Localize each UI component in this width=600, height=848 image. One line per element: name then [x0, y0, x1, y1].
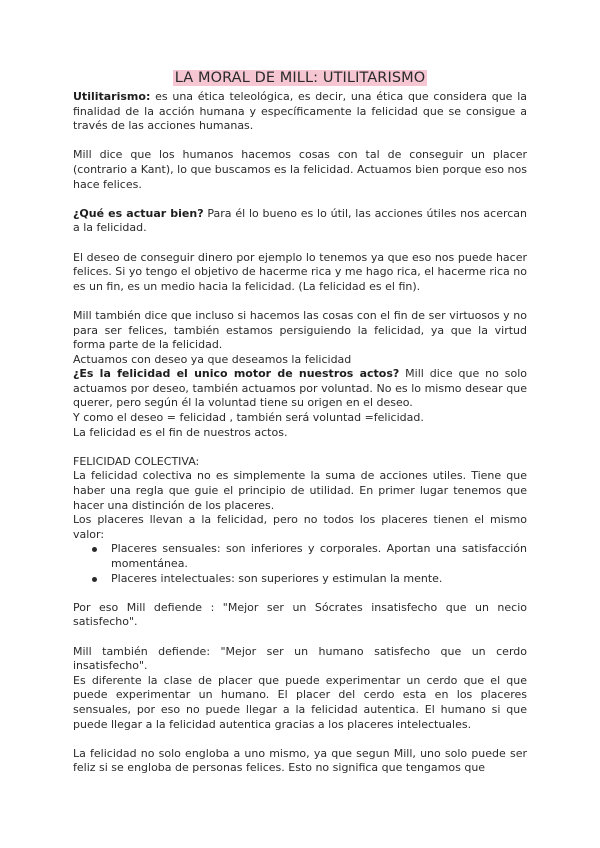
paragraph-clase-placer: Es diferente la clase de placer que puede experimentar un cerdo que el que puede experimentar un humano. El placer del cerdo esta en los placeres sensuales, por eso no puede llegar a la felicidad autentica. El humano si que puede llegar a la felicidad autentica gracias a los placeres intelectuales.	[73, 673, 527, 731]
paragraph-dinero: El deseo de conseguir dinero por ejemplo lo tenemos ya que eso nos puede hacer felices. Si yo tengo el objetivo de hacerme rica y me hago rica, el hacerme rica no es un fin, es un medio hacia la felicidad. (La felicidad es el fin).	[73, 250, 527, 293]
paragraph-virtud: Mill también dice que incluso si hacemos las cosas con el fin de ser virtuosos y no para ser felices, también estamos persiguiendo la felicidad, ya que la virtud forma parte de la felicidad.	[73, 308, 527, 352]
question-label: ¿Qué es actuar bien?	[73, 206, 204, 220]
paragraph-cerdo: Mill también defiende: "Mejor ser un humano satisfecho que un cerdo insatisfecho".	[73, 644, 527, 673]
list-item: Placeres sensuales: son inferiores y corporales. Aportan una satisfacción momentánea.	[111, 542, 527, 570]
paragraph-actuar-bien	[73, 207, 527, 236]
paragraph-text: Para él lo bueno es lo útil, las acciones útiles nos acercan a la felicidad.	[73, 206, 528, 235]
paragraph-felicidad-colectiva: La felicidad colectiva no es simplemente la suma de acciones utiles. Tiene que haber una regla que guie el principio de utilidad. En primer lugar tenemos que hacer una distinción de los placeres.	[73, 469, 527, 512]
paragraph-utilitarismo	[73, 90, 527, 134]
paragraph-text: Mill dice que no solo actuamos por deseo, también actuamos por voluntad. No es lo mismo desear que querer, pero según él la voluntad tiene su origen en el deseo.	[73, 367, 527, 410]
question-label: ¿Es la felicidad el unico motor de nuestros actos?	[73, 367, 400, 381]
bullet-list	[73, 542, 527, 586]
section-heading: FELICIDAD COLECTIVA:	[73, 454, 200, 468]
page-title	[73, 70, 527, 86]
paragraph-mill-placer: Mill dice que los humanos hacemos cosas con tal de conseguir un placer (contrario a Kant), lo que buscamos es la felicidad. Actuamos bien porque eso nos hace felices.	[73, 148, 527, 191]
list-item: Placeres intelectuales: son superiores y estimulan la mente.	[111, 572, 527, 587]
paragraph-fin: La felicidad es el fin de nuestros actos.	[73, 425, 288, 439]
paragraph-placeres: Los placeres llevan a la felicidad, pero no todos los placeres tienen el mismo valor:	[73, 513, 527, 541]
paragraph-deseo: Actuamos con deseo ya que deseamos la felicidad	[73, 352, 352, 366]
term-label: Utilitarismo:	[73, 90, 151, 103]
paragraph-motor	[73, 367, 527, 411]
paragraph-text: es una ética teleológica, es decir, una ética que considera que la finalidad de la acción humana y específicamente la felicidad que se consigue a través de las acciones humanas.	[73, 90, 527, 133]
paragraph-englobar: La felicidad no solo engloba a uno mismo, ya que segun Mill, uno solo puede ser feliz si se engloba de personas felices. Esto no significa que tengamos que	[73, 746, 527, 775]
paragraph-voluntad: Y como el deseo = felicidad , también será voluntad =felicidad.	[73, 411, 424, 425]
paragraph-socrates: Por eso Mill defiende : "Mejor ser un Sócrates insatisfecho que un necio satisfecho".	[73, 600, 527, 629]
title-highlight: LA MORAL DE MILL: UTILITARISMO	[174, 70, 426, 86]
